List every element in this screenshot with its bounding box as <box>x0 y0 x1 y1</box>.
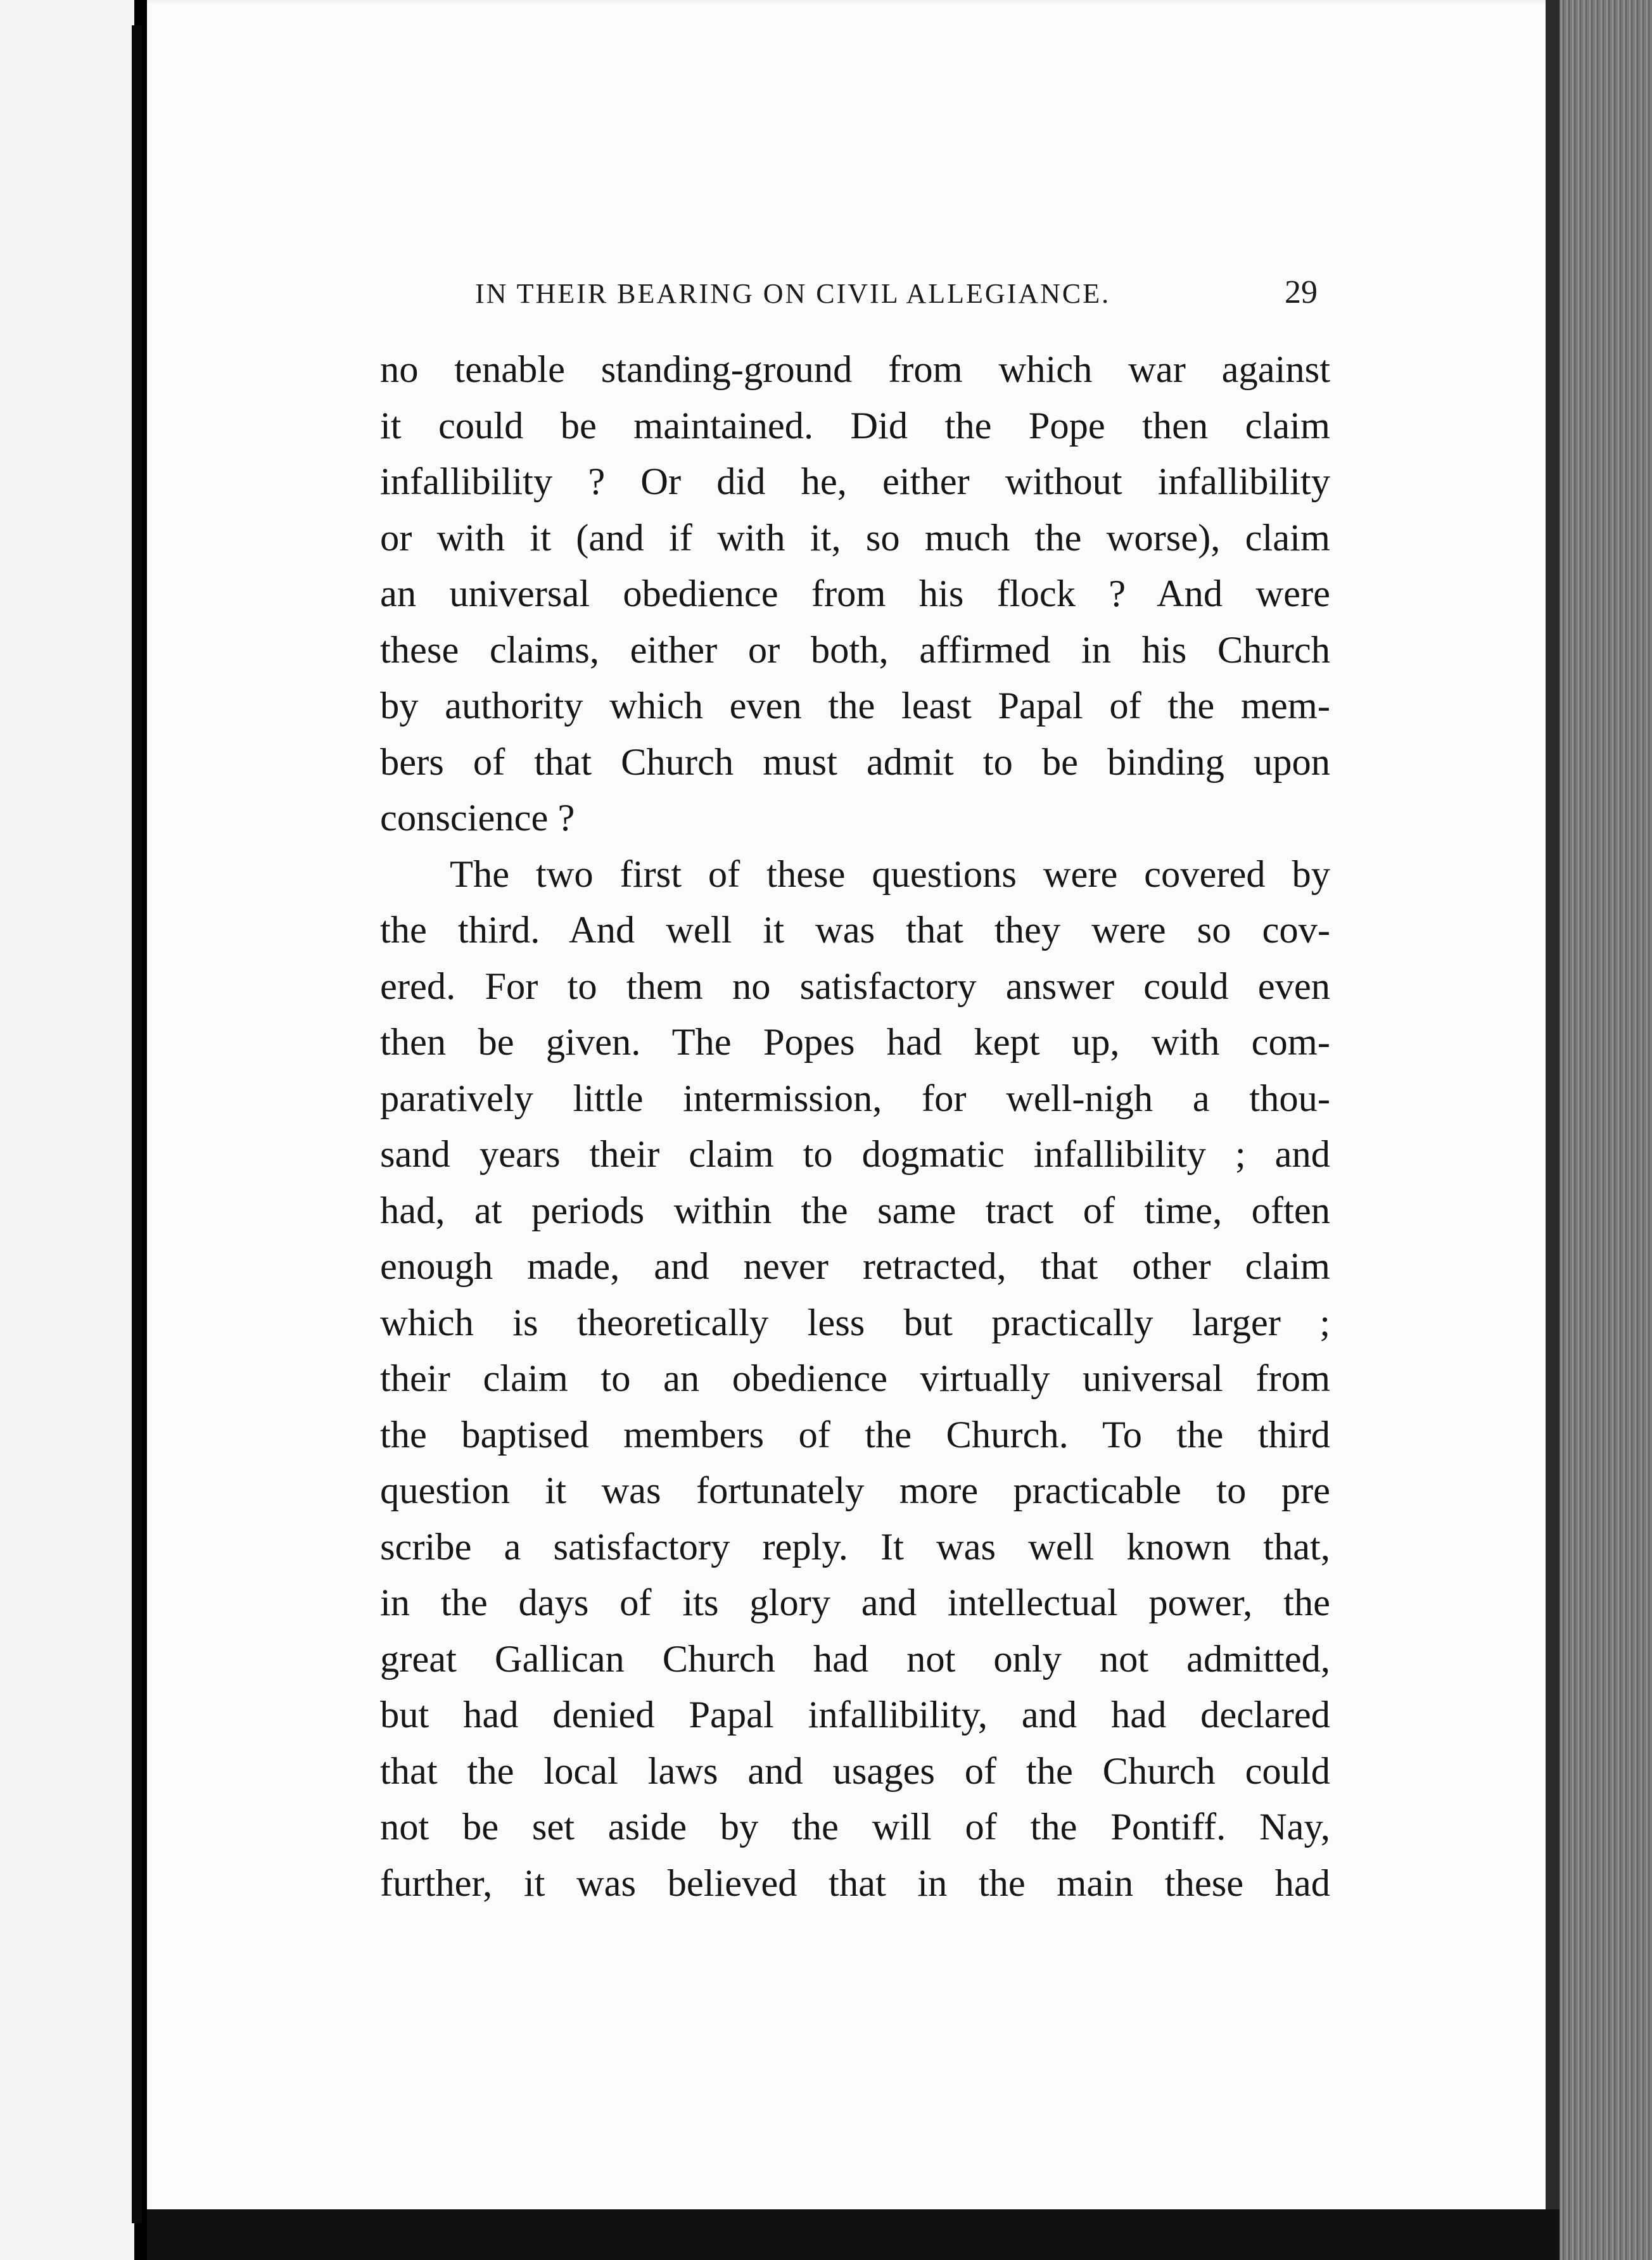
body-text <box>380 342 1330 1912</box>
text-line: the baptised members of the Church. To the third <box>380 1413 1330 1456</box>
text-line: paratively little intermission, for well-nigh a thou- <box>380 1077 1330 1120</box>
running-head <box>475 274 1318 312</box>
page-edge-shadow <box>1546 0 1561 2260</box>
text-line: their claim to an obedience virtually universal from <box>380 1357 1330 1400</box>
text-line: it could be maintained. Did the Pope then claim <box>380 404 1330 447</box>
text-line: then be given. The Popes had kept up, with com- <box>380 1021 1330 1063</box>
text-line: enough made, and never retracted, that other claim <box>380 1245 1330 1288</box>
text-line: conscience ? <box>380 797 575 839</box>
binding-gutter <box>132 25 142 2223</box>
text-line: or with it (and if with it, so much the worse), claim <box>380 516 1330 559</box>
text-line: The two first of these questions were covered by <box>450 853 1330 896</box>
text-line: the third. And well it was that they were so cov- <box>380 909 1330 951</box>
text-line: not be set aside by the will of the Pontiff. Nay, <box>380 1806 1330 1848</box>
text-line: these claims, either or both, affirmed in his Church <box>380 628 1330 671</box>
bottom-shadow <box>147 2209 1560 2260</box>
text-line: that the local laws and usages of the Church could <box>380 1749 1330 1793</box>
text-line: an universal obedience from his flock ? And were <box>380 573 1330 615</box>
text-line: by authority which even the least Papal of the mem- <box>380 685 1330 727</box>
page-number: 29 <box>1285 274 1318 310</box>
text-line: scribe a satisfactory reply. It was well known that, <box>380 1525 1330 1568</box>
facing-page <box>0 0 134 2260</box>
text-line: infallibility ? Or did he, either without infallibility <box>380 460 1330 503</box>
text-line: great Gallican Church had not only not admitted, <box>380 1637 1330 1680</box>
text-line: bers of that Church must admit to be binding upon <box>380 740 1330 784</box>
text-line: further, it was believed that in the main these had <box>380 1862 1330 1905</box>
text-line: but had denied Papal infallibility, and had declared <box>380 1694 1330 1736</box>
page-edges-stack <box>1560 0 1652 2260</box>
text-line: which is theoretically less but practically larger ; <box>380 1301 1330 1344</box>
text-line: in the days of its glory and intellectual power, the <box>380 1582 1330 1624</box>
running-title: IN THEIR BEARING ON CIVIL ALLEGIANCE. <box>475 278 1111 309</box>
text-line: no tenable standing-ground from which war against <box>380 348 1330 391</box>
text-line: sand years their claim to dogmatic infallibility ; and <box>380 1133 1330 1176</box>
text-line: ered. For to them no satisfactory answer could even <box>380 965 1330 1008</box>
text-line: had, at periods within the same tract of time, often <box>380 1189 1330 1232</box>
text-line: question it was fortunately more practicable to pre <box>380 1470 1330 1512</box>
